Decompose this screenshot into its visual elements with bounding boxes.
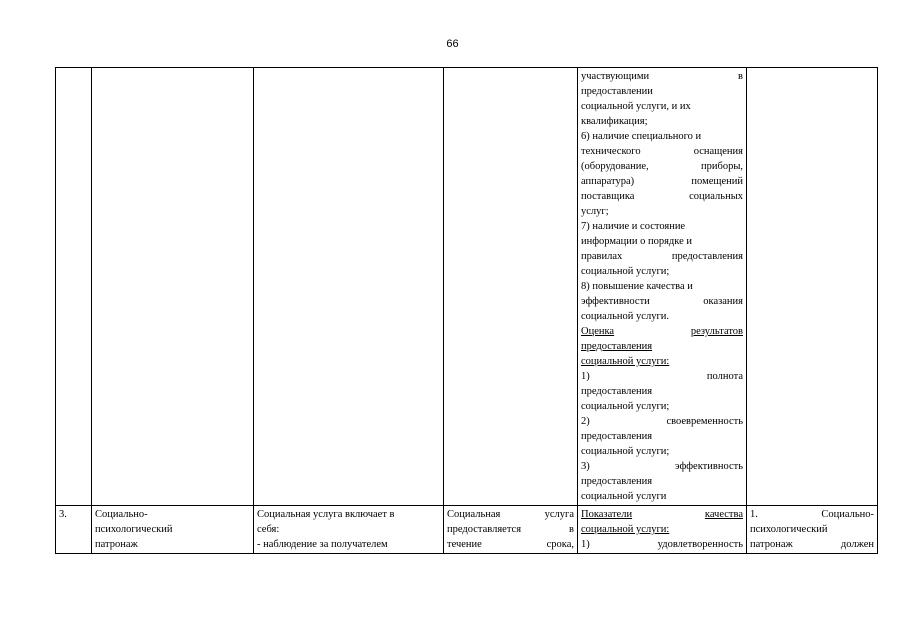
text-line <box>581 507 743 522</box>
text-line <box>581 294 743 309</box>
text-line <box>581 249 743 264</box>
text-line: квалификация; <box>581 116 648 127</box>
text-word: 3) <box>581 461 590 472</box>
text-word: приборы, <box>700 161 743 172</box>
text-line <box>581 144 743 159</box>
cell-name <box>92 68 254 506</box>
text-word: качества <box>704 509 743 520</box>
text-word: эффективность <box>675 461 743 472</box>
text-line: социальной услуги: <box>581 356 670 367</box>
cell-terms <box>444 506 578 554</box>
text-word: 1. <box>750 509 758 520</box>
text-word: участвующими <box>581 71 650 82</box>
text-word: правилах <box>581 251 623 262</box>
text-word: удовлетворенность <box>657 539 743 550</box>
cell-num: 3. <box>56 506 92 554</box>
text-line <box>581 414 743 429</box>
text-line <box>581 189 743 204</box>
text-word: помещений <box>691 176 743 187</box>
text-word: 2) <box>581 416 590 427</box>
cell-name <box>92 506 254 554</box>
text-line: Социально- <box>95 509 148 520</box>
text-word: оказания <box>703 296 743 307</box>
text-line <box>581 174 743 189</box>
text-word: (оборудование, <box>581 161 649 172</box>
text-line: 8) повышение качества и <box>581 281 693 292</box>
text-word: должен <box>840 539 874 550</box>
text-word: Оценка <box>581 326 615 337</box>
cell-conditions <box>747 506 878 554</box>
text-line: 7) наличие и состояние <box>581 221 686 232</box>
text-line <box>447 522 574 537</box>
text-word: услуга <box>544 509 574 520</box>
text-line: предоставления <box>581 341 653 352</box>
table-row-3 <box>56 506 878 554</box>
text-word: технического <box>581 146 641 157</box>
cell-content <box>254 506 444 554</box>
text-word: срока, <box>546 539 574 550</box>
text-line: социальной услуги; <box>581 266 670 277</box>
cell-terms <box>444 68 578 506</box>
text-line <box>581 324 743 339</box>
text-word: полнота <box>706 371 743 382</box>
text-line: - наблюдение за получателем <box>257 539 388 550</box>
text-word: 1) <box>581 371 590 382</box>
cell-indicators <box>578 68 747 506</box>
text-line: патронаж <box>95 539 138 550</box>
text-line: психологический <box>750 524 828 535</box>
text-line: социальной услуги: <box>581 524 670 535</box>
text-line <box>750 507 874 522</box>
text-line: Социальная услуга включает в <box>257 509 395 520</box>
text-word: в <box>569 524 574 535</box>
text-word: оснащения <box>693 146 743 157</box>
text-word: 1) <box>581 539 590 550</box>
text-line <box>447 507 574 522</box>
cell-conditions <box>747 68 878 506</box>
text-line: предоставления <box>581 476 653 487</box>
text-line: социальной услуги; <box>581 401 670 412</box>
text-word: результатов <box>690 326 743 337</box>
text-line <box>447 537 574 552</box>
text-line: социальной услуги; <box>581 446 670 457</box>
cell-indicators <box>578 506 747 554</box>
text-line <box>581 459 743 474</box>
text-line: услуг; <box>581 206 609 217</box>
text-word: в <box>738 71 743 82</box>
text-word: Социально- <box>821 509 874 520</box>
text-word: аппаратура) <box>581 176 635 187</box>
text-line: предоставлении <box>581 86 653 97</box>
table-row-continued <box>56 68 878 506</box>
text-word: эффективности <box>581 296 650 307</box>
text-word: Социальная <box>447 509 501 520</box>
text-line: 6) наличие специального и <box>581 131 702 142</box>
text-word: поставщика <box>581 191 635 202</box>
text-line: предоставления <box>581 386 653 397</box>
cell-content <box>254 68 444 506</box>
text-word: своевременность <box>666 416 743 427</box>
text-word: патронаж <box>750 539 793 550</box>
text-word: предоставления <box>671 251 743 262</box>
text-word: Показатели <box>581 509 633 520</box>
text-line <box>750 537 874 552</box>
text-line: социальной услуги <box>581 491 667 502</box>
text-line: предоставления <box>581 431 653 442</box>
text-line <box>581 69 743 84</box>
text-line: себя: <box>257 524 280 535</box>
text-line: психологический <box>95 524 173 535</box>
services-table <box>55 67 878 554</box>
text-line: социальной услуги. <box>581 311 669 322</box>
text-word: социальных <box>689 191 743 202</box>
cell-num <box>56 68 92 506</box>
text-word: течение <box>447 539 482 550</box>
text-line <box>581 537 743 552</box>
text-word: предоставляется <box>447 524 522 535</box>
text-line <box>581 369 743 384</box>
page-number: 66 <box>446 38 459 50</box>
text-line: информации о порядке и <box>581 236 693 247</box>
text-line: социальной услуги, и их <box>581 101 691 112</box>
text-line <box>581 159 743 174</box>
